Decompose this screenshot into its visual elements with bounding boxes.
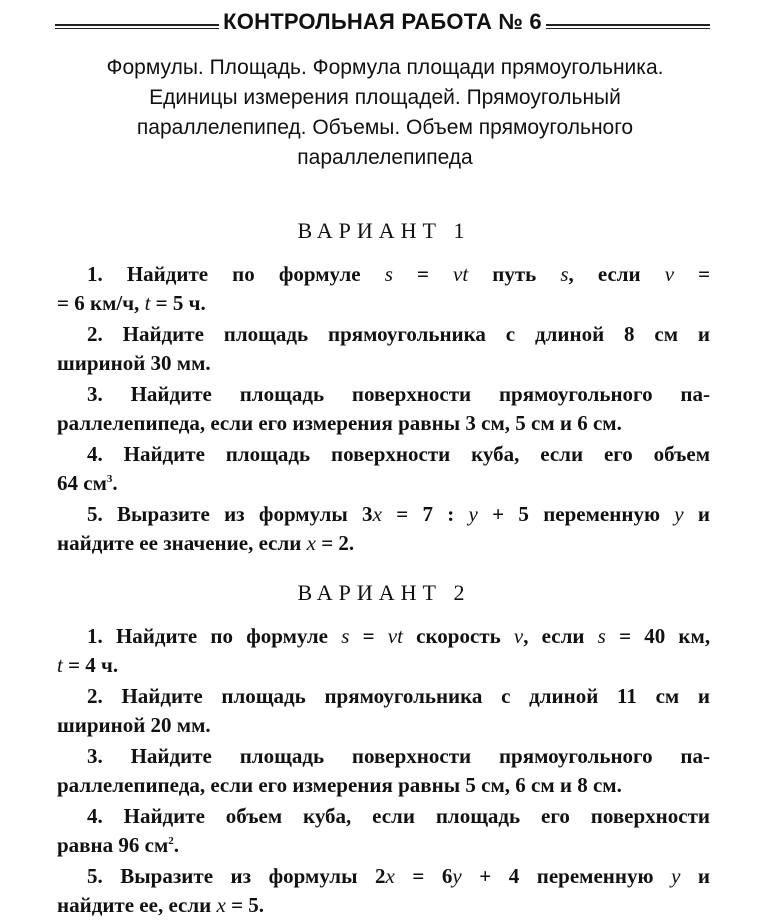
task-text: 3. Найдите площадь поверхности прямоугольного па-	[87, 382, 710, 406]
task-text: + 4 переменную	[479, 864, 654, 888]
task-text: , если	[568, 262, 641, 286]
task-text: .	[173, 833, 179, 857]
task-text: 3. Найдите площадь поверхности прямоугольного па-	[87, 744, 710, 768]
formula-var: v	[664, 262, 675, 286]
subtitle-line: Единицы измерения площадей. Прямоугольный	[149, 86, 621, 109]
task-text: скорость	[416, 624, 501, 648]
task-text: найдите ее, если	[57, 893, 212, 917]
topic-subtitle	[55, 53, 715, 173]
task-text: раллелепипеда, если его измерения равны 3 см, 5 см и 6 см.	[57, 411, 622, 435]
task-text: и	[697, 502, 711, 526]
task-text: раллелепипеда, если его измерения равны 5 см, 6 см и 8 см.	[57, 773, 622, 797]
task-text: = 6	[412, 864, 453, 888]
task-text: 2. Найдите площадь прямоугольника с длиной 11 см и	[87, 684, 710, 708]
subtitle-line: параллелепипеда	[297, 146, 473, 169]
task-4	[57, 802, 710, 860]
task-text: + 5 переменную	[492, 502, 660, 526]
formula-var: t	[144, 291, 151, 315]
task-1	[57, 260, 710, 318]
task-5	[57, 500, 710, 558]
task-text: 4. Найдите площадь поверхности куба, если его объем	[87, 442, 710, 466]
formula-var: s	[341, 624, 350, 648]
superscript: 3	[106, 473, 113, 485]
task-text: =	[362, 624, 375, 648]
task-2	[57, 682, 710, 740]
task-text: = 4 ч.	[68, 653, 119, 677]
task-text: шириной 30 мм.	[57, 351, 211, 375]
task-text: = 2.	[321, 531, 355, 555]
task-text: 1. Найдите по формуле	[87, 624, 328, 648]
header-rule-left	[55, 17, 219, 27]
task-text: = 40 км,	[619, 624, 711, 648]
task-text: шириной 20 мм.	[57, 713, 211, 737]
task-3	[57, 380, 710, 438]
task-text: .	[112, 471, 118, 495]
subtitle-line: параллелепипед. Объемы. Объем прямоугольного	[136, 116, 634, 139]
formula-var: y	[671, 864, 681, 888]
formula-var: vt	[387, 624, 403, 648]
formula-var: y	[674, 502, 684, 526]
task-text: 2. Найдите площадь прямоугольника с длиной 8 см и	[87, 322, 710, 346]
formula-var: x	[306, 531, 316, 555]
formula-var: y	[468, 502, 478, 526]
task-text: = 5.	[231, 893, 265, 917]
formula-var: x	[372, 502, 382, 526]
superscript: 2	[168, 835, 174, 847]
task-text: найдите ее значение, если	[57, 531, 302, 555]
task-4	[57, 440, 710, 498]
task-3	[57, 742, 710, 800]
formula-var: x	[216, 893, 226, 917]
formula-var: s	[597, 624, 606, 648]
task-text: =	[416, 262, 429, 286]
task-text: , если	[523, 624, 585, 648]
task-text: 4. Найдите объем куба, если площадь его поверхности	[87, 804, 710, 828]
formula-var: s	[560, 262, 569, 286]
task-text: = 7 :	[396, 502, 455, 526]
task-text: =	[698, 262, 711, 286]
variant-2-heading: ВАРИАНТ 2	[297, 580, 471, 605]
formula-var: v	[513, 624, 524, 648]
header-rule-right	[546, 17, 710, 27]
task-text: и	[697, 864, 711, 888]
formula-var: y	[452, 864, 462, 888]
task-text: = 5 ч.	[155, 291, 206, 315]
variant-1-heading: ВАРИАНТ 1	[297, 218, 471, 243]
formula-var: s	[384, 262, 393, 286]
formula-var: x	[385, 864, 395, 888]
variant-1-tasks	[57, 260, 710, 560]
task-text: 1. Найдите по формуле	[87, 262, 361, 286]
formula-var: vt	[453, 262, 469, 286]
task-text: 5. Выразите из формулы 3	[87, 502, 373, 526]
subtitle-line: Формулы. Площадь. Формула площади прямоугольника.	[106, 56, 664, 79]
task-2	[57, 320, 710, 378]
task-text: 5. Выразите из формулы 2	[87, 864, 386, 888]
task-text: равна 96 см	[57, 833, 169, 857]
task-1	[57, 622, 710, 680]
formula-var: t	[57, 653, 63, 677]
header	[55, 6, 710, 38]
task-text: = 6 км/ч,	[57, 291, 140, 315]
task-5	[57, 862, 710, 920]
task-text: 64 см	[57, 471, 107, 495]
variant-2-tasks	[57, 622, 710, 922]
page-title: КОНТРОЛЬНАЯ РАБОТА № 6	[223, 9, 542, 34]
task-text: путь	[492, 262, 537, 286]
